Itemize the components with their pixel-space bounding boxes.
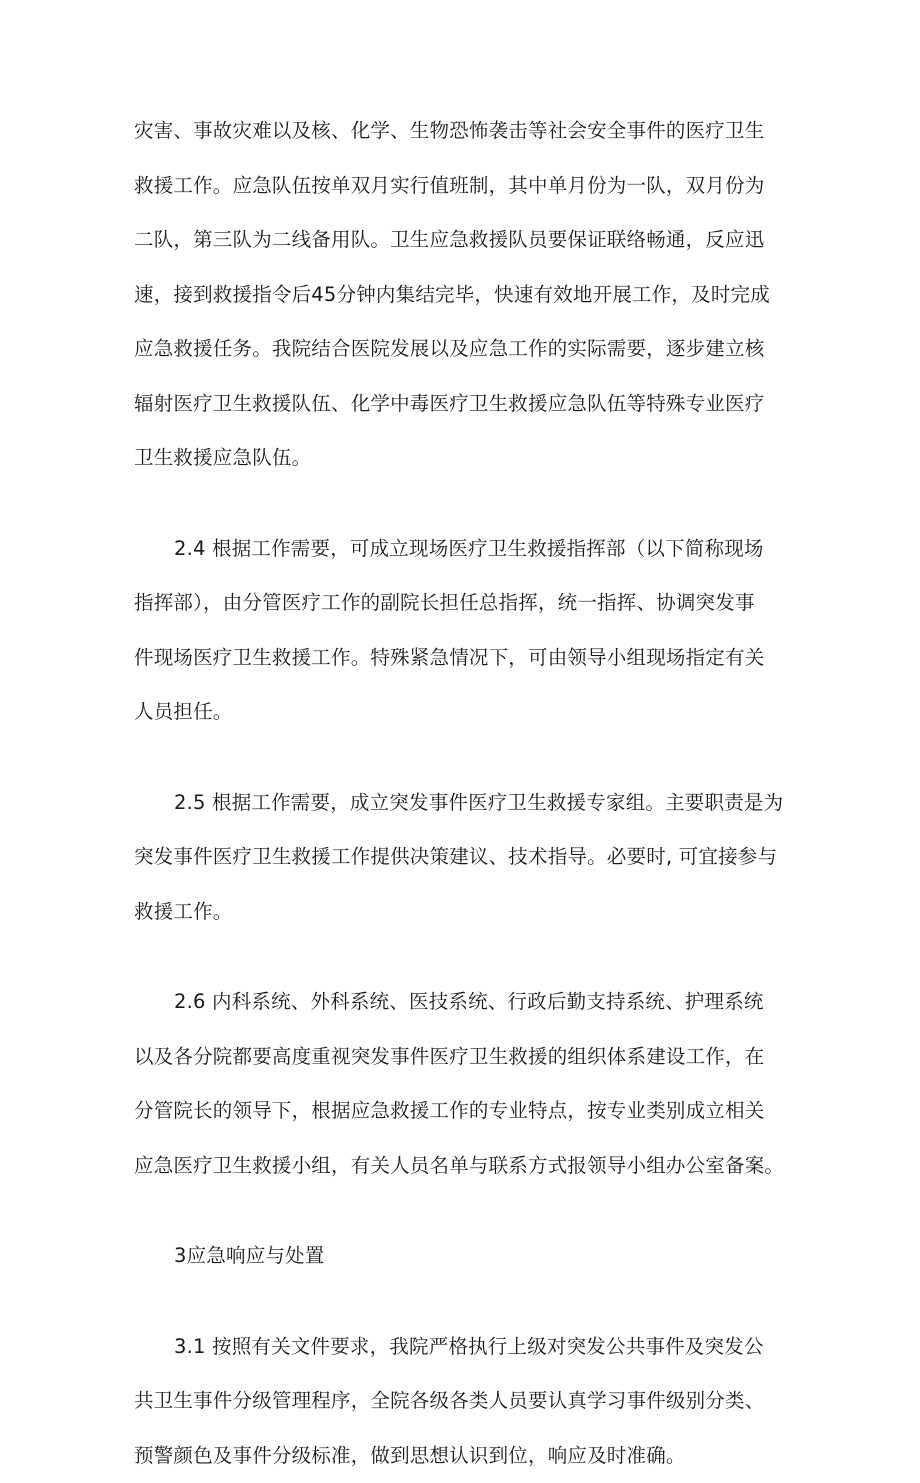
text-line: 2.6 内科系统、外科系统、医技系统、行政后勤支持系统、护理系统	[134, 975, 794, 1030]
text-line: 分管院长的领导下，根据应急救援工作的专业特点，按专业类别成立相关	[134, 1084, 794, 1139]
paragraph-gap	[134, 486, 794, 522]
paragraph-gap	[134, 939, 794, 975]
paragraph-2-6	[134, 975, 794, 1193]
text-line: 件现场医疗卫生救援工作。特殊紧急情况下，可由领导小组现场指定有关	[134, 631, 794, 686]
section-heading: 3应急响应与处置	[134, 1229, 794, 1284]
paragraph-2-5	[134, 776, 794, 940]
paragraph-2-4	[134, 522, 794, 740]
paragraph-team-duty	[134, 104, 794, 486]
text-line: 3.1 按照有关文件要求，我院严格执行上级对突发公共事件及突发公	[134, 1320, 794, 1375]
paragraph-3-1	[134, 1320, 794, 1483]
text-line: 救援工作。应急队伍按单双月实行值班制，其中单月份为一队，双月份为	[134, 159, 794, 214]
text-line: 卫生救援应急队伍。	[134, 431, 794, 486]
text-line: 应急医疗卫生救援小组，有关人员名单与联系方式报领导小组办公室备案。	[134, 1139, 794, 1194]
text-line: 2.4 根据工作需要，可成立现场医疗卫生救援指挥部（以下简称现场	[134, 522, 794, 577]
text-line: 应急救援任务。我院结合医院发展以及应急工作的实际需要，逐步建立核	[134, 322, 794, 377]
text-line: 辐射医疗卫生救援队伍、化学中毒医疗卫生救援应急队伍等特殊专业医疗	[134, 377, 794, 432]
text-line: 突发事件医疗卫生救援工作提供决策建议、技术指导。必要时, 可宜接参与	[134, 830, 794, 885]
text-line: 救援工作。	[134, 885, 794, 940]
document-body	[134, 104, 794, 1483]
text-line: 人员担任。	[134, 685, 794, 740]
text-line: 指挥部），由分管医疗工作的副院长担任总指挥，统一指挥、协调突发事	[134, 576, 794, 631]
text-line: 二队，第三队为二线备用队。卫生应急救援队员要保证联络畅通，反应迅	[134, 213, 794, 268]
text-line: 2.5 根据工作需要，成立突发事件医疗卫生救援专家组。主要职责是为	[134, 776, 794, 831]
paragraph-gap	[134, 740, 794, 776]
text-line: 灾害、事故灾难以及核、化学、生物恐怖袭击等社会安全事件的医疗卫生	[134, 104, 794, 159]
paragraph-gap	[134, 1284, 794, 1320]
text-line: 以及各分院都要高度重视突发事件医疗卫生救援的组织体系建设工作，在	[134, 1030, 794, 1085]
text-line: 预警颜色及事件分级标准，做到思想认识到位，响应及时准确。	[134, 1429, 794, 1483]
text-line: 速，接到救援指令后45分钟内集结完毕，快速有效地开展工作，及时完成	[134, 268, 794, 323]
paragraph-gap	[134, 1193, 794, 1229]
section-heading-3	[134, 1229, 794, 1284]
text-line: 共卫生事件分级管理程序，全院各级各类人员要认真学习事件级别分类、	[134, 1374, 794, 1429]
